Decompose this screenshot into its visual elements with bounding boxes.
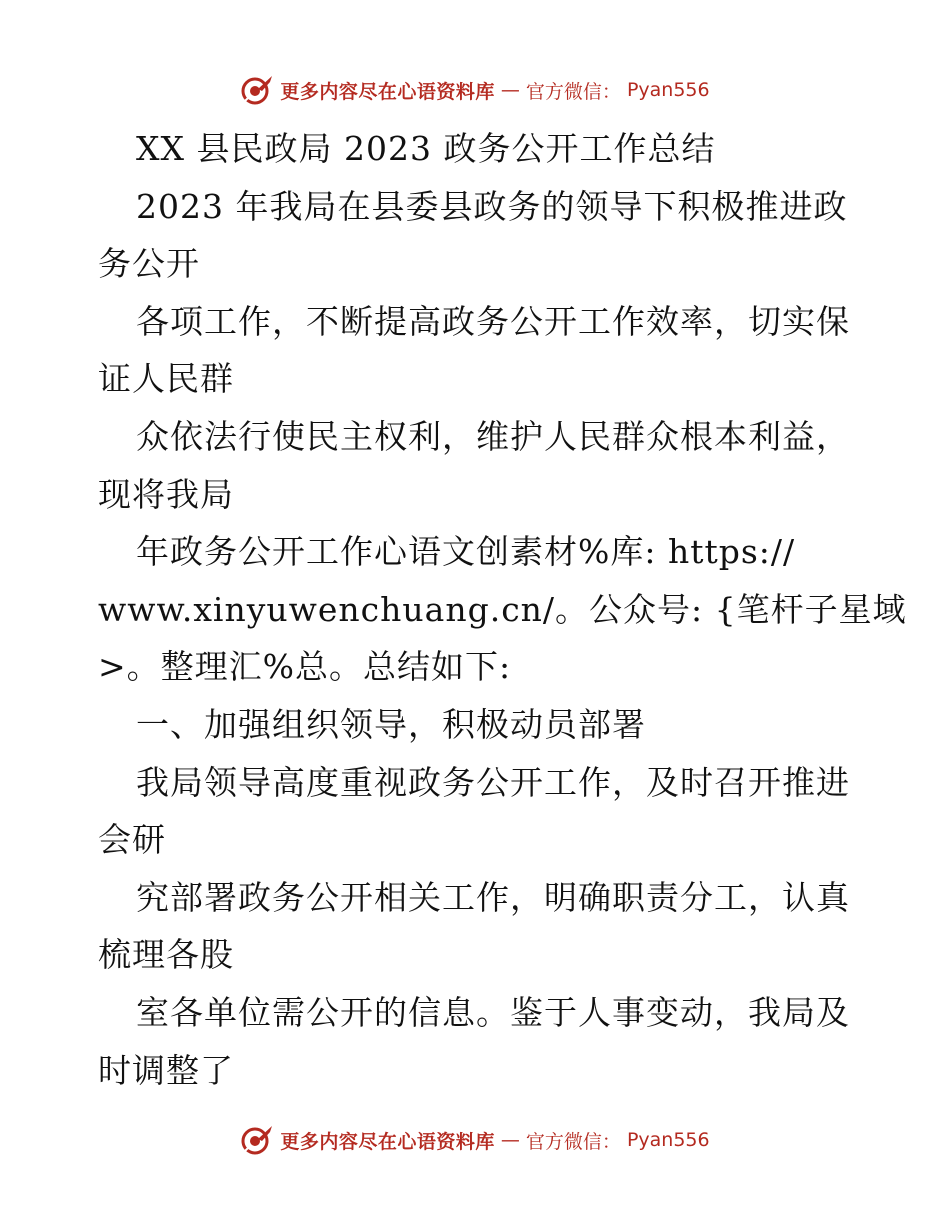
text-line: 我局领导高度重视政务公开工作，及时召开推进	[136, 762, 850, 802]
text-line: 究部署政务公开相关工作，明确职责分工，认真	[136, 877, 850, 917]
watermark-text: 更多内容尽在心语资料库	[280, 1130, 495, 1153]
watermark-wechat-label: 官方微信：	[525, 80, 621, 103]
text-line: 证人民群	[98, 359, 234, 399]
quill-seal-icon	[240, 73, 274, 107]
text-line: 2023 年我局在县委县政务的领导下积极推进政	[136, 186, 848, 226]
text-line: 一、加强组织领导，积极动员部署	[136, 704, 646, 744]
watermark-wechat-id: Pyan556	[626, 79, 710, 101]
header-watermark	[0, 70, 950, 110]
text-line: 现将我局	[98, 474, 234, 514]
watermark-text: 更多内容尽在心语资料库	[280, 80, 495, 103]
text-line: 室各单位需公开的信息。鉴于人事变动，我局及	[136, 992, 850, 1032]
text-line: 时调整了	[98, 1050, 234, 1090]
document-body	[98, 120, 907, 1099]
text-line: >。整理汇%总。总结如下:	[98, 647, 512, 687]
watermark-separator: —	[500, 1129, 520, 1151]
text-line: 务公开	[98, 244, 200, 284]
text-line: 会研	[98, 820, 166, 860]
text-line: 年政务公开工作心语文创素材%库: https://	[136, 532, 796, 572]
footer-watermark	[0, 1120, 950, 1160]
watermark-separator: —	[500, 79, 520, 101]
text-line: 众依法行使民主权利，维护人民群众根本利益，	[136, 416, 850, 456]
text-line: XX 县民政局 2023 政务公开工作总结	[136, 129, 716, 168]
text-line: 各项工作，不断提高政务公开工作效率，切实保	[136, 301, 850, 341]
watermark-wechat-id: Pyan556	[626, 1129, 710, 1151]
watermark-wechat-label: 官方微信：	[525, 1130, 621, 1153]
quill-seal-icon	[240, 1123, 274, 1157]
text-line: www.xinyuwenchuang.cn/。公众号: {笔杆子星域	[98, 589, 907, 629]
text-line: 梳理各股	[98, 935, 234, 975]
